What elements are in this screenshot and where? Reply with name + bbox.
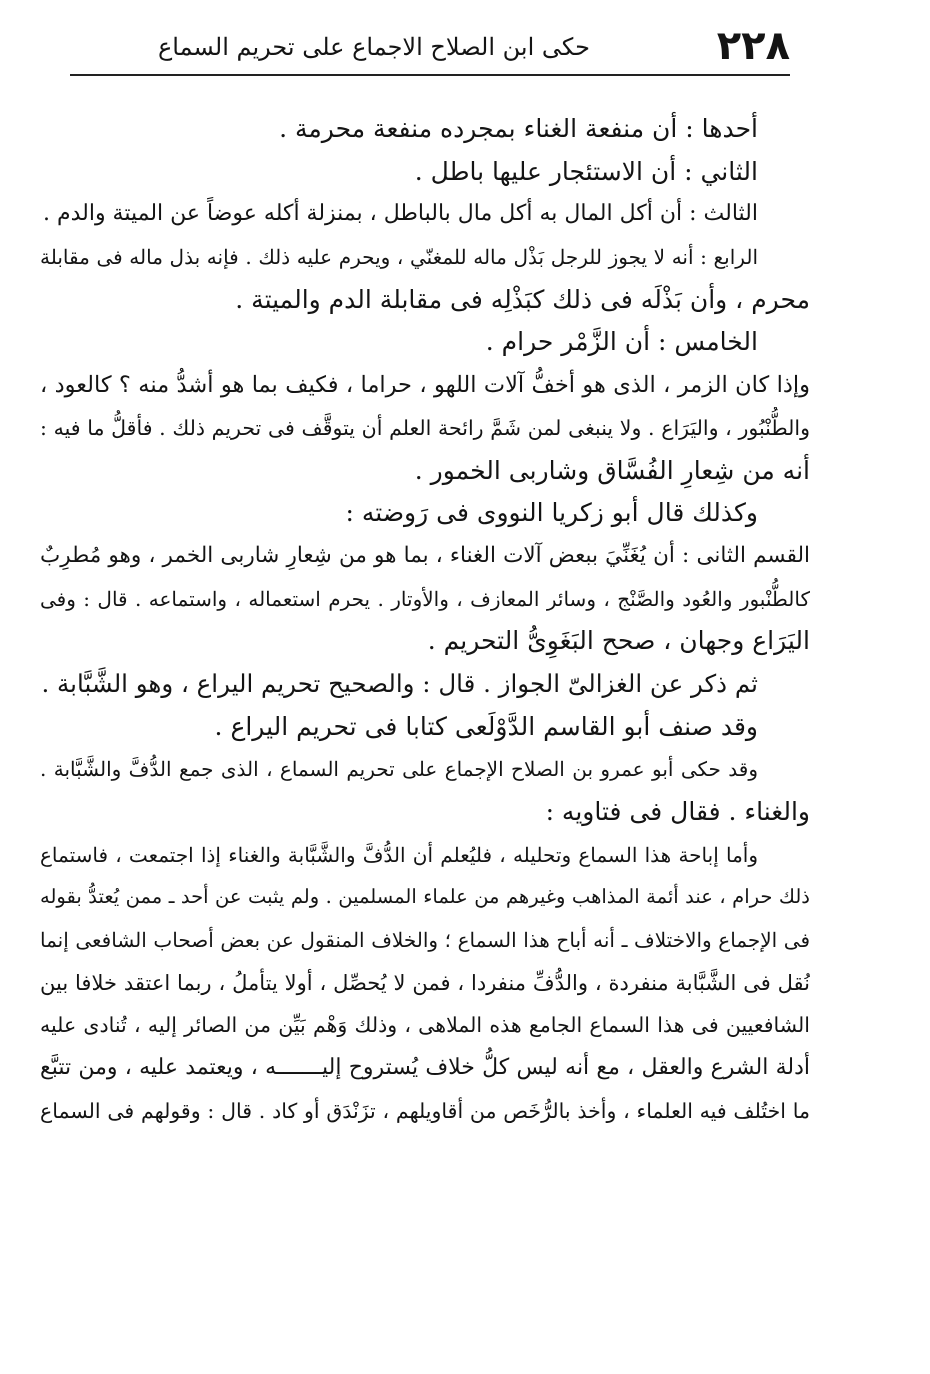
text-line: أدلة الشرع والعقل ، مع أنه ليس كلُّ خلاف يُستروح إليـــــــه ، ويعتمد عليه ، ومن تتبَّع (40, 1055, 810, 1081)
text-line: أحدها : أن منفعة الغناء بمجرده منفعة محرمة . (279, 114, 758, 143)
page-header (70, 18, 790, 76)
text-line: الخامس : أن الزَّمْر حرام . (485, 327, 758, 357)
text-line: محرم ، وأن بَذْلَه فى ذلك كبَذْلِه فى مقابلة الدم والميتة . (235, 284, 810, 314)
text-line: وكذلك قال أبو زكريا النووى فى رَوضته : (345, 498, 758, 528)
text-line: ذلك حرام ، عند أئمة المذاهب وغيرهم من علماء المسلمين . ولم يثبت عن أحد ـ ممن يُعتدُّ بقوله (40, 885, 810, 909)
text-line: وقد حكى أبو عمرو بن الصلاح الإجماع على تحريم السماع ، الذى جمع الدُّفَّ والشَّبَّابة . (40, 757, 758, 782)
text-line: فى الإجماع والاختلاف ـ أنه أباح هذا السماع ؛ والخلاف المنقول عن بعض أصحاب الشافعى إنما (40, 928, 810, 953)
body-text (40, 108, 810, 1133)
text-line: الشافعيين فى هذا السماع الجامع هذه الملاهى ، وذلك وَهْم بَيِّن من الصائر إليه ، تُنادى عليه (40, 1013, 810, 1038)
text-line: القسم الثانى : أن يُغَنِّيَ ببعض آلات الغناء ، بما هو من شِعارِ شاربى الخمر ، وهو مُطرِبٌ (40, 542, 810, 568)
text-line: وإذا كان الزمر ، الذى هو أخفُّ آلات اللهو ، حراما ، فكيف بما هو أشدُّ منه ؟ كالعود ، (40, 372, 810, 399)
text-line: والغناء . فقال فى فتاويه : (545, 797, 810, 826)
text-line: كالطُّنْبور والعُود والصَّنْج ، وسائر المعازف ، والأوتار . يحرم استعماله ، واستماعه . قال : وفى (40, 586, 810, 611)
text-line: نُقل فى الشَّبَّابة منفردة ، والدُّفِّ منفردا ، فمن لا يُحصِّل ، أولا يتأملُ ، ربما اعتقد خلافا بين (40, 970, 810, 995)
text-line: الرابع : أنه لا يجوز للرجل بَذْل ماله للمغنّي ، ويحرم عليه ذلك . فإنه بذل ماله فى مقابلة (40, 245, 758, 270)
text-line: أنه من شِعارِ الفُسَّاق وشاربى الخمور . (414, 455, 810, 485)
text-line: الثاني : أن الاستئجار عليها باطل . (414, 156, 758, 186)
text-line: اليَرَاع وجهان ، صحح البَغَوِىُّ التحريم . (427, 626, 810, 656)
header-rule (70, 74, 790, 76)
text-line: ثم ذكر عن الغزالىّ الجواز . قال : والصحيح تحريم اليراع ، وهو الشَّبَّابة . (41, 668, 758, 698)
text-line: ما اختُلف فيه العلماء ، وأخذ بالرُّخَص من أقاويلهم ، تزَنْدَق أو كاد . قال : وقولهم فى السماع (40, 1098, 810, 1123)
page-number: ٢٢٨ (716, 23, 790, 69)
text-line: وقد صنف أبو القاسم الدَّوْلَعى كتابا فى تحريم اليراع . (214, 711, 758, 741)
text-line: الثالث : أن أكل المال به أكل مال بالباطل ، بمنزلة أكله عوضاً عن الميتة والدم . (42, 201, 758, 227)
text-line: والطُّنْبُور ، واليَرَاع . ولا ينبغى لمن شَمَّ رائحة العلم أن يتوقَّف فى تحريم ذلك . فأقلُّ ما فيه : (40, 415, 810, 440)
running-title: حكى ابن الصلاح الاجماع على تحريم السماع (157, 33, 590, 61)
text-line: وأما إباحة هذا السماع وتحليله ، فليُعلم أن الدُّفَّ والشَّبَّابة والغناء إذا اجتمعت ، فاستماع (40, 842, 758, 867)
